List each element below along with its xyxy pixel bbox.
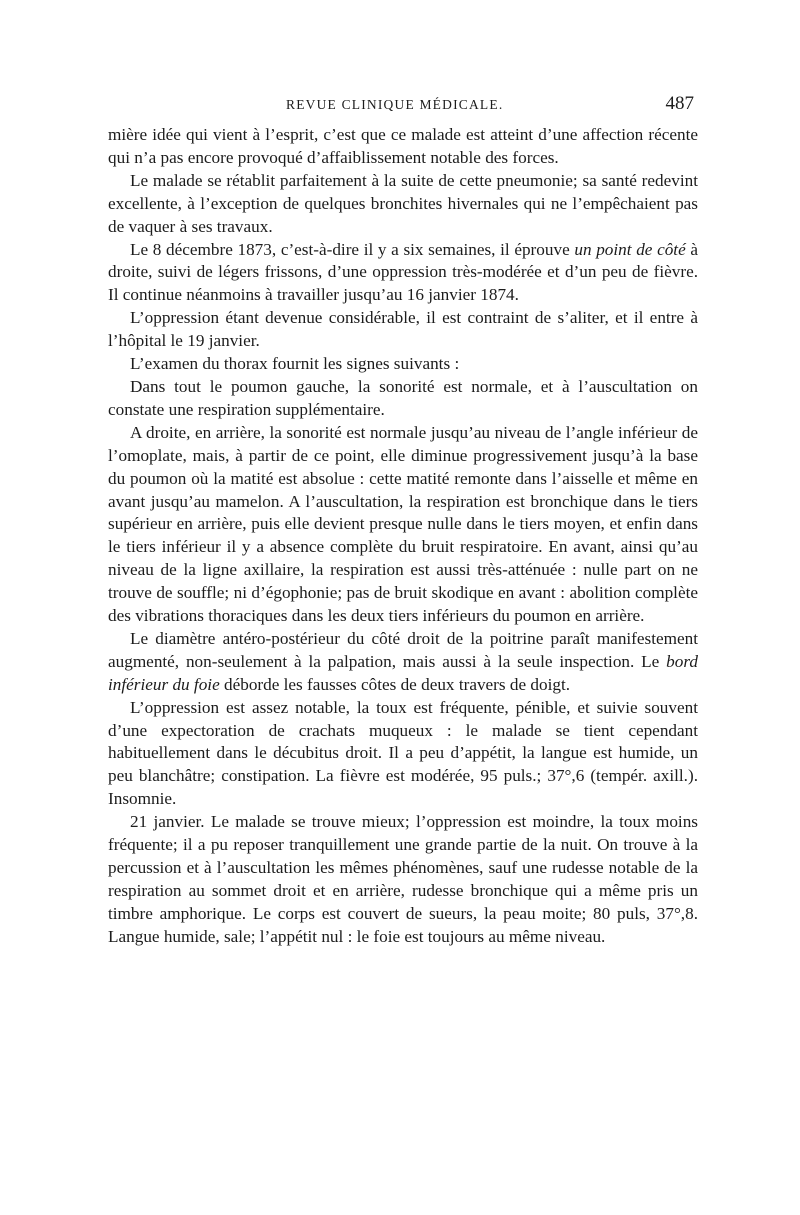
- paragraph: A droite, en arrière, la sonorité est normale jusqu’au niveau de l’angle inférieur de l’omoplate, mais, à partir de ce point, elle diminue progressivement jusqu’à la base du poumon où la matité est absolue : cette matité remonte dans l’aisselle et même en avant jusqu’au mamelon. A l’auscultation, la respiration est bronchique dans le tiers supérieur en arrière, puis elle devient presque nulle dans le tiers moyen, et enfin dans le tiers inférieur il y a absence complète du bruit respiratoire. En avant, ainsi qu’au niveau de la ligne axillaire, la respiration est aussi très-atténuée : nulle part on ne trouve de souffle; ni d’égophonie; pas de bruit skodique en avant : abolition complète des vibrations thoraciques dans les deux tiers inférieurs du poumon en arrière.: [108, 422, 698, 626]
- paragraph: L’oppression étant devenue considérable, il est contraint de s’aliter, et il entre à l’hôpital le 19 janvier.: [108, 308, 698, 351]
- paragraph: L’oppression est assez notable, la toux est fréquente, pénible, et suivie souvent d’une expectoration de crachats muqueux : le malade se tient cependant habituellement dans le décubitus droit. Il a peu d’appétit, la langue est humide, un peu blanchâtre; constipation. La fièvre est modérée, 95 puls.; 37°,6 (tempér. axill.). Insomnie.: [108, 697, 698, 809]
- book-page: [108, 94, 698, 949]
- text-segment: à droite, suivi de légers frissons, d’une oppression très-modérée et d’un peu de fièvre. Il continue néanmoins à travailler jusqu’au 16 janvier 1874.: [108, 239, 698, 305]
- page-number: 487: [665, 93, 694, 114]
- text-segment: Le diamètre antéro-postérieur du côté droit de la poitrine paraît manifestement augmenté, non-seulement à la palpation, mais aussi à la seule inspection. Le: [108, 628, 698, 671]
- running-title: REVUE CLINIQUE MÉDICALE.: [286, 97, 504, 112]
- italic-segment: bord inférieur du foie: [108, 651, 698, 694]
- text-segment: déborde les fausses côtes de deux travers de doigt.: [219, 674, 571, 694]
- italic-segment: un point de côté: [574, 239, 686, 259]
- paragraph: [108, 239, 698, 308]
- body-text: [108, 124, 698, 949]
- paragraph: mière idée qui vient à l’esprit, c’est que ce malade est atteint d’une affection récente qui n’a pas encore provoqué d’affaiblissement notable des forces.: [108, 125, 698, 167]
- paragraph: Dans tout le poumon gauche, la sonorité est normale, et à l’auscultation on constate une respiration supplémentaire.: [108, 376, 698, 419]
- paragraph: Le malade se rétablit parfaitement à la suite de cette pneumonie; sa santé redevint excellente, à l’exception de quelques bronchites hivernales qui ne l’empêchaient pas de vaquer à ses travaux.: [108, 170, 698, 236]
- paragraph: L’examen du thorax fournit les signes suivants :: [130, 354, 460, 374]
- paragraph: [108, 628, 698, 697]
- paragraph: 21 janvier. Le malade se trouve mieux; l’oppression est moindre, la toux moins fréquente; il a pu reposer tranquillement une grande partie de la nuit. On trouve à la percussion et à l’auscultation les mêmes phénomènes, sauf une rudesse notable de la respiration au sommet droit et en arrière, rudesse bronchique qui a même pris un timbre amphorique. Le corps est couvert de sueurs, la peau moite; 80 puls, 37°,8. Langue humide, sale; l’appétit nul : le foie est toujours au même niveau.: [108, 812, 698, 946]
- text-segment: Le 8 décembre 1873, c’est-à-dire il y a six semaines, il éprouve: [130, 239, 575, 259]
- running-head: [108, 94, 698, 120]
